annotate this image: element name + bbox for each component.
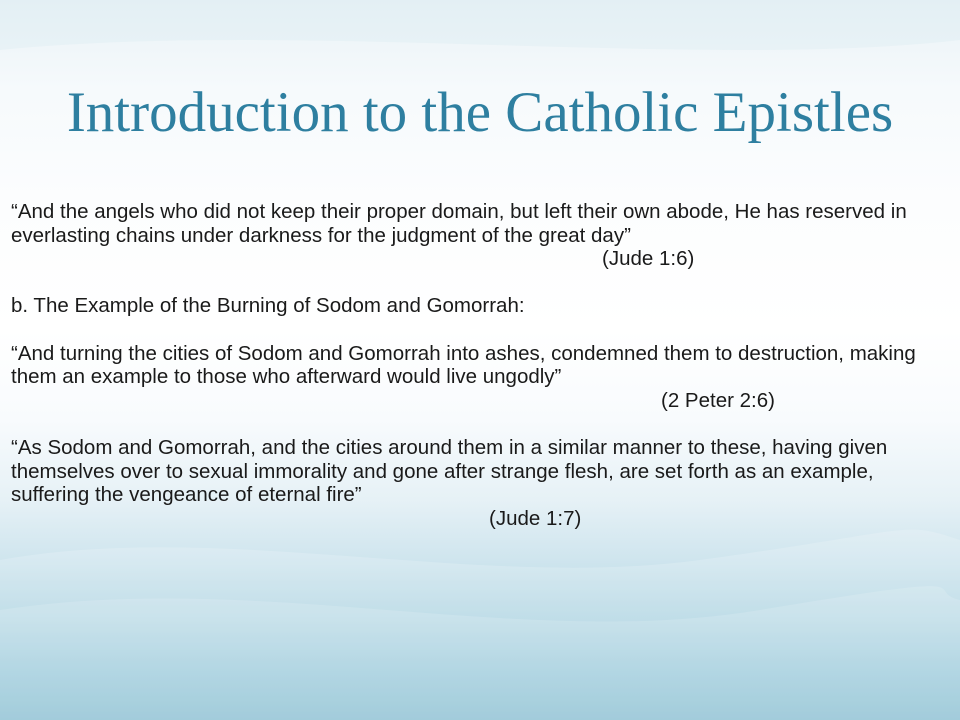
slide-title: Introduction to the Catholic Epistles (66, 81, 894, 144)
quote-jude-1-6: “And the angels who did not keep their proper domain, but left their own abode, He has reserved in everlasting chains under darkness for the judgment of the great day” (11, 200, 907, 247)
quote-2-peter-2-6: “And turning the cities of Sodom and Gomorrah into ashes, condemned them to destruction, making them an example to those who afterward would live ungodly” (11, 341, 916, 389)
reference-jude-1-7: (Jude 1:7) (489, 506, 582, 530)
reference-2-peter-2-6: (2 Peter 2:6) (661, 388, 775, 412)
reference-jude-1-6: (Jude 1:6) (602, 247, 695, 271)
section-heading-b: b. The Example of the Burning of Sodom and Gomorrah: (11, 294, 525, 318)
quote-jude-1-7: “As Sodom and Gomorrah, and the cities around them in a similar manner to these, having given themselves over to sexual immorality and gone after strange flesh, are set forth as an example, suffering the vengeance of eternal fire” (11, 435, 888, 507)
slide-body (11, 200, 956, 530)
